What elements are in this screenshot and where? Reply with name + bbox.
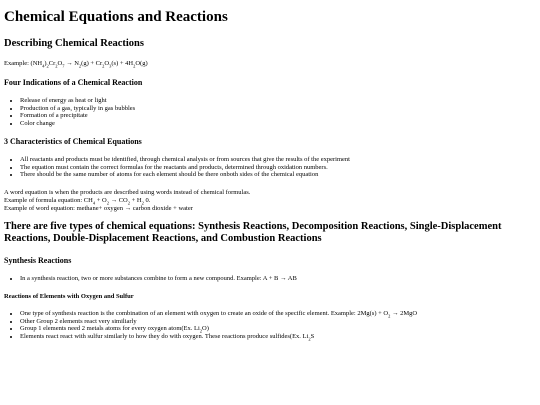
list-item: • There should be the same number of atoms for each element should be there onboth sides of the chemical equation: [20, 171, 536, 179]
synthesis-list: [4, 275, 536, 283]
list-item: • All reactants and products must be identified, through chemical analysis or from sources that give the results of the experiment: [20, 156, 536, 164]
describing-heading: Describing Chemical Reactions: [4, 38, 144, 49]
characteristics-heading: 3 Characteristics of Chemical Equations: [4, 137, 142, 146]
word-equation-example: Example of word equation: methane+ oxygen → carbon dioxide + water: [4, 204, 193, 212]
list-item: • Color change: [20, 120, 536, 128]
oxygen-sulfur-heading: Reactions of Elements with Oxygen and Sulfur: [4, 293, 134, 300]
list-item: • Other Group 2 elements react very similiarly: [20, 318, 536, 326]
list-item: • Formation of a precipitate: [20, 112, 536, 120]
list-item: • In a synthesis reaction, two or more substances combine to form a new compound. Example: A + B → AB: [20, 275, 536, 283]
list-item: • One type of synthesis reaction is the combination of an element with oxygen to create an oxide of the specific element. Example: $2Mg(s) + O_2 \to 2MgO$: [20, 310, 536, 318]
indications-heading: Four Indications of a Chemical Reaction: [4, 78, 143, 87]
page-title: Chemical Equations and Reactions: [4, 9, 228, 25]
formula-equation-example: Example of formula equation: $CH_4 + O_2 \to CO_2 + H_2$ 0.: [4, 196, 151, 205]
list-item: • Group 1 elements need 2 metals atoms for every oxygen atom(Ex. $Li_2O$): [20, 325, 536, 333]
types-heading: There are five types of chemical equations: Synthesis Reactions, Decomposition Reactions, Single-Displacement Reactions, Double-Displacement Reactions, and Combustion Reactions: [4, 220, 502, 244]
oxygen-sulfur-list: [4, 310, 536, 340]
indications-list: [4, 97, 536, 127]
characteristics-list: [4, 156, 536, 179]
word-equation-definition: A word equation is when the products are described using words instead of chemical formulas.: [4, 188, 251, 196]
synthesis-heading: Synthesis Reactions: [4, 255, 72, 265]
dichromate-example: Example: $(NH_4)_2Cr_2O_7 \to N_2(g) + Cr_2O_3(s) + 4H_2O(g)$: [4, 60, 148, 69]
list-item: • Production of a gas, typically in gas bubbles: [20, 105, 536, 113]
list-item: • Release of energy as heat or light: [20, 97, 536, 105]
list-item: • The equation must contain the correct formulas for the reactants and products, determined through oxidation numbers.: [20, 164, 536, 172]
list-item: • Elements react react with sulfur similarly to how they do with oxygen. These reactions produce sulfides(Ex. $Li_2S$: [20, 333, 536, 341]
